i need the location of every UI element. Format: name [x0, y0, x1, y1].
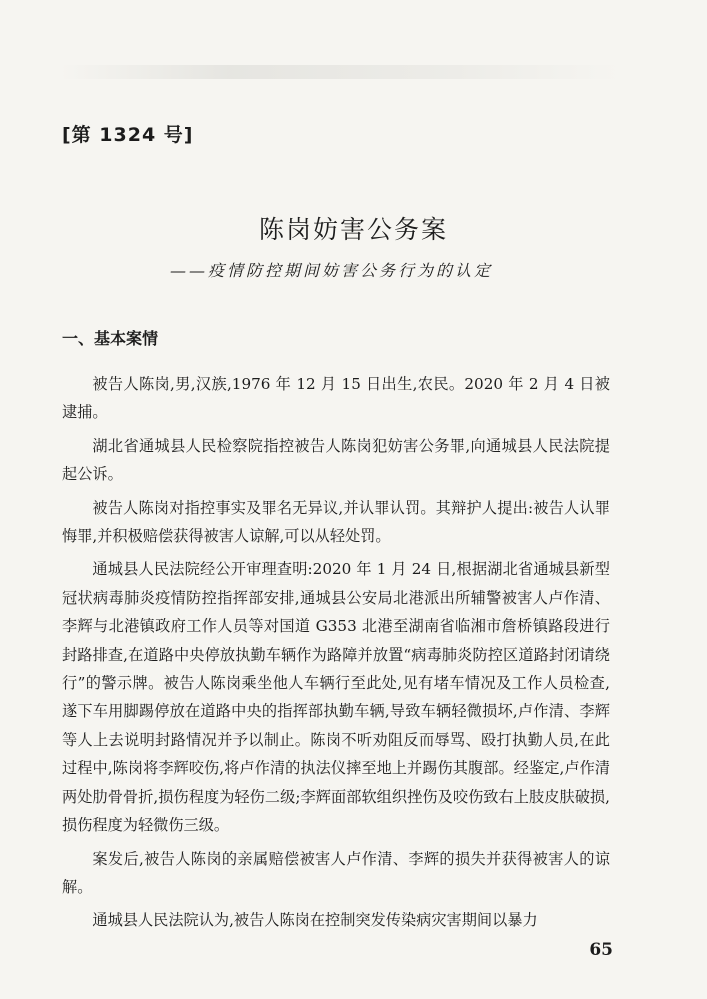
- paragraph-defendant-info: 被告人陈岗,男,汉族,1976 年 12 月 15 日出生,农民。2020 年 2 月 4 日被逮捕。: [62, 375, 610, 422]
- case-number: [第 1324 号]: [62, 124, 194, 146]
- paragraph-facts: 通城县人民法院经公开审理查明:2020 年 1 月 24 日,根据湖北省通城县新型冠状病毒肺炎疫情防控指挥部安排,通城县公安局北港派出所辅警被害人卢作清、李辉与北港镇政府工作人员等对国道 G353 北港至湖南省临湘市詹桥镇路段进行封路排查,在道路中央停放执勤车辆作为路障并放置“病毒肺炎防控区道路封闭请绕行”的警示牌。被告人陈岗乘坐他人车辆行至此处,见有堵车情况及工作人员检查,遂下车用脚踢停放在道路中央的指挥部执勤车辆,导致车辆轻微损坏,卢作清、李辉等人上去说明封路情况并予以制止。陈岗不听劝阻反而辱骂、殴打执勤人员,在此过程中,陈岗将李辉咬伤,将卢作清的执法仪摔至地上并踢伤其腹部。经鉴定,卢作清两处肋骨骨折,损伤程度为轻伤二级;李辉面部软组织挫伤及咬伤致右上肢皮肤破损,损伤程度为轻微伤三级。: [62, 560, 610, 835]
- scan-smudge: [60, 65, 620, 79]
- paragraph-defense: 被告人陈岗对指控事实及罪名无异议,并认罪认罚。其辩护人提出:被告人认罪悔罪,并积极赔偿获得被害人谅解,可以从轻处罚。: [62, 498, 610, 546]
- page-title: 陈岗妨害公务案: [258, 215, 448, 244]
- body-text: [62, 370, 610, 940]
- paragraph-prosecution: 湖北省通城县人民检察院指控被告人陈岗犯妨害公务罪,向通城县人民法院提起公诉。: [62, 436, 610, 484]
- paragraph-compensation: 案发后,被告人陈岗的亲属赔偿被害人卢作清、李辉的损失并获得被害人的谅解。: [62, 849, 610, 896]
- section-heading: 一、基本案情: [62, 329, 159, 348]
- page-number: 65: [589, 940, 613, 960]
- paragraph-court-opinion: 通城县人民法院认为,被告人陈岗在控制突发传染病灾害期间以暴力: [92, 911, 538, 930]
- page-subtitle: ——疫情防控期间妨害公务行为的认定: [170, 261, 494, 280]
